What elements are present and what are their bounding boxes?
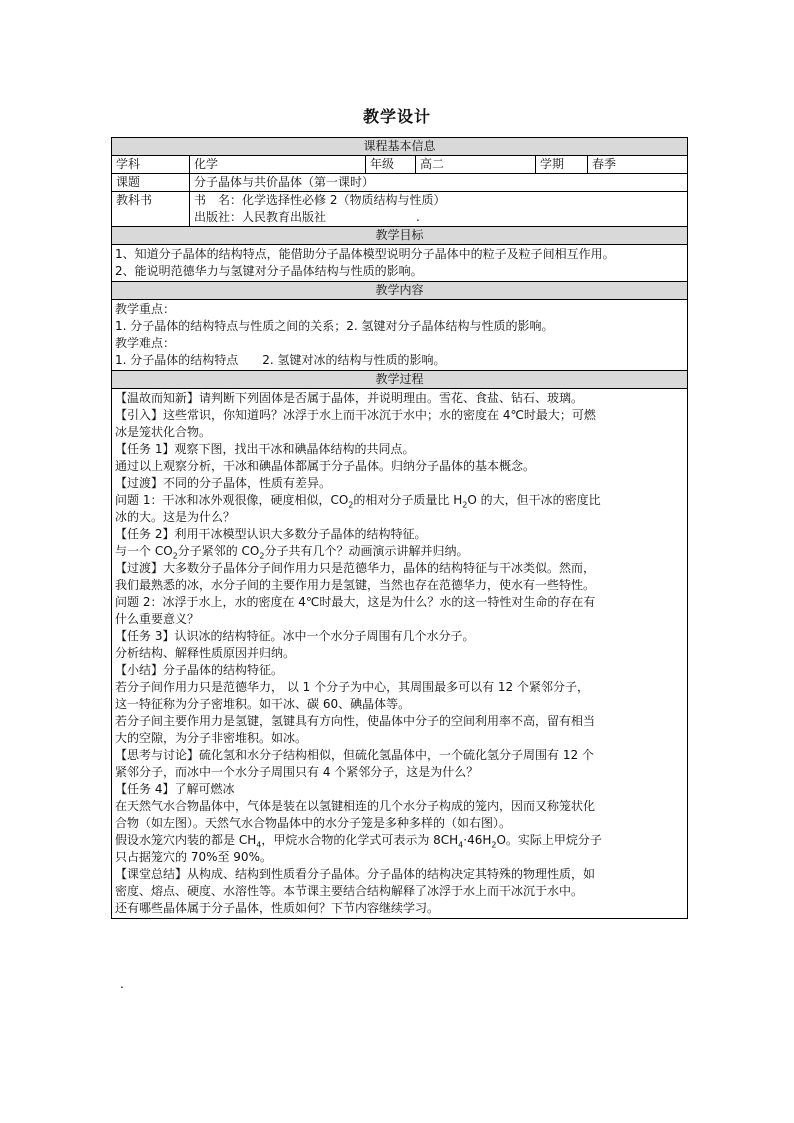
process-line: 【任务 3】认识冰的结构特征。冰中一个水分子周围有几个水分子。 <box>115 629 475 643</box>
text-run: ·46H <box>463 833 492 847</box>
process-line <box>115 832 684 849</box>
grade-label: 年级 <box>366 156 416 174</box>
process-line: 密度、熔点、硬度、水溶性等。本节课主要结合结构解释了冰浮于水上而干冰沉于水中。 <box>115 884 584 898</box>
text-run: ，甲烷水合物的化学式可表示为 8CH <box>261 833 459 847</box>
text-run: O。实际上甲烷分子 <box>496 833 602 847</box>
process-line: 通过以上观察分析，干冰和碘晶体都属于分子晶体。归纳分子晶体的基本概念。 <box>115 459 536 473</box>
textbook-label: 教科书 <box>112 192 190 227</box>
content-line: 教学难点： <box>115 336 176 350</box>
section-header-goals <box>112 227 688 245</box>
content-line: 教学重点： <box>115 302 176 316</box>
text-run: 的相对分子质量比 H <box>353 493 463 507</box>
process-line: 什么重要意义？ <box>115 612 200 626</box>
text-run: O 的大，但干冰的密度比 <box>467 493 601 507</box>
textbook-publisher: 出版社：人民教育出版社 <box>194 210 327 224</box>
process-cell <box>112 389 688 919</box>
subscript: 2 <box>172 551 178 561</box>
content-cell <box>112 300 688 371</box>
info-row-topic <box>112 174 688 192</box>
text-run: 假设水笼穴内装的都是 CH <box>115 833 257 847</box>
process-line: 【过渡】不同的分子晶体，性质有差异。 <box>115 476 332 490</box>
process-line <box>115 543 684 560</box>
process-line: 若分子间主要作用力是氢键，氢键具有方向性，使晶体中分子的空间利用率不高，留有相当 <box>115 714 596 728</box>
process-row <box>112 389 688 919</box>
topic-value: 分子晶体与共价晶体（第一课时） <box>190 174 688 192</box>
process-line: 【引入】这些常识，你知道吗？冰浮于水上而干冰沉于水中；水的密度在 4℃时最大；可燃 <box>115 408 596 422</box>
process-line: 【任务 4】了解可燃冰 <box>115 782 235 796</box>
process-line: 【过渡】大多数分子晶体分子间作用力只是范德华力，晶体的结构特征与干冰类似。然而， <box>115 561 596 575</box>
process-line: 问题 2：冰浮于水上，水的密度在 4℃时最大，这是为什么？水的这一特性对生命的存在有 <box>115 595 596 609</box>
topic-label: 课题 <box>112 174 190 192</box>
info-row-textbook <box>112 192 688 227</box>
process-line: 【小结】分子晶体的结构特征。 <box>115 663 284 677</box>
process-line: 合物（如左图）。天然气水合物晶体中的水分子笼是多种多样的（如右图）。 <box>115 816 512 830</box>
content-line: 1. 分子晶体的结构特点与性质之间的关系；2. 氢键对分子晶体结构与性质的影响。 <box>115 319 554 333</box>
textbook-publisher-line <box>194 209 683 226</box>
process-line: 冰是笼状化合物。 <box>115 425 212 439</box>
process-line: 我们最熟悉的冰，水分子间的主要作用力是氢键，当然也存在范德华力，使水有一些特性。 <box>115 578 596 592</box>
process-line: 若分子间作用力只是范德华力， 以 1 个分子为中心，其周围最多可以有 12 个紧邻分子， <box>115 680 589 694</box>
info-row-subject <box>112 156 688 174</box>
process-line: 还有哪些晶体属于分子晶体，性质如何？下节内容继续学习。 <box>115 901 440 915</box>
textbook-value <box>190 192 688 227</box>
section-content-title: 教学内容 <box>112 282 688 300</box>
process-line <box>115 492 684 509</box>
subscript: 2 <box>348 500 354 510</box>
process-line: 冰的大。这是为什么？ <box>115 510 236 524</box>
section-header-content <box>112 282 688 300</box>
textbook-name: 书 名：化学选择性必修 2（物质结构与性质） <box>194 193 446 207</box>
process-line: 【温故而知新】请判断下列固体是否属于晶体，并说明理由。雪花、食盐、钻石、玻璃。 <box>115 391 584 405</box>
subscript: 4 <box>256 840 262 850</box>
section-basic-title: 课程基本信息 <box>112 138 688 156</box>
process-line: 【思考与讨论】硫化氢和水分子结构相似，但硫化氢晶体中，一个硫化氢分子周围有 12 个 <box>115 748 594 762</box>
subscript: 2 <box>462 500 468 510</box>
process-line: 只占据笼穴的 70%至 90%。 <box>115 850 272 864</box>
process-line: 紧邻分子，而冰中一个水分子周围只有 4 个紧邻分子，这是为什么？ <box>115 765 479 779</box>
subject-label: 学科 <box>112 156 190 174</box>
process-line: 【任务 1】观察下图，找出干冰和碘晶体结构的共同点。 <box>115 442 415 456</box>
goals-row <box>112 245 688 282</box>
subscript: 2 <box>491 840 497 850</box>
publisher-dot: . <box>416 210 420 224</box>
text-run: 分子紧邻的 CO <box>177 544 260 558</box>
goal-item: 1、知道分子晶体的结构特点，能借助分子晶体模型说明分子晶体中的粒子及粒子间相互作用。 <box>115 247 615 261</box>
document-title: 教学设计 <box>362 107 431 126</box>
content-row <box>112 300 688 371</box>
goal-item: 2、能说明范德华力与氢键对分子晶体结构与性质的影响。 <box>115 264 423 278</box>
content-line: 1. 分子晶体的结构特点 2. 氢键对冰的结构与性质的影响。 <box>115 353 446 367</box>
grade-value: 高二 <box>416 156 536 174</box>
text-run: 问题 1：干冰和冰外观很像，硬度相似，CO <box>115 493 349 507</box>
subscript: 4 <box>458 840 464 850</box>
process-line: 【课堂总结】从构成、结构到性质看分子晶体。分子晶体的结构决定其特殊的物理性质，如 <box>115 867 596 881</box>
process-line: 【任务 2】利用干冰模型认识大多数分子晶体的结构特征。 <box>115 527 427 541</box>
term-label: 学期 <box>536 156 588 174</box>
section-goals-title: 教学目标 <box>112 227 688 245</box>
trailing-mark: . <box>120 977 124 991</box>
goals-cell <box>112 245 688 282</box>
process-line: 大的空隙，为分子非密堆积。如冰。 <box>115 731 308 745</box>
process-line: 在天然气水合物晶体中，气体是装在以氢键相连的几个水分子构成的笼内，因而又称笼状化 <box>115 799 596 813</box>
process-line: 这一特征称为分子密堆积。如干冰、碳 60、碘晶体等。 <box>115 697 411 711</box>
subscript: 2 <box>259 551 265 561</box>
section-process-title: 教学过程 <box>112 371 688 389</box>
process-line: 分析结构、解释性质原因并归纳。 <box>115 646 296 660</box>
section-header-process <box>112 371 688 389</box>
lesson-plan-table <box>111 137 688 919</box>
term-value: 春季 <box>588 156 688 174</box>
subject-value: 化学 <box>190 156 366 174</box>
section-header-basic <box>112 138 688 156</box>
text-run: 与一个 CO <box>115 544 173 558</box>
text-run: 分子共有几个？动画演示讲解并归纳。 <box>264 544 469 558</box>
